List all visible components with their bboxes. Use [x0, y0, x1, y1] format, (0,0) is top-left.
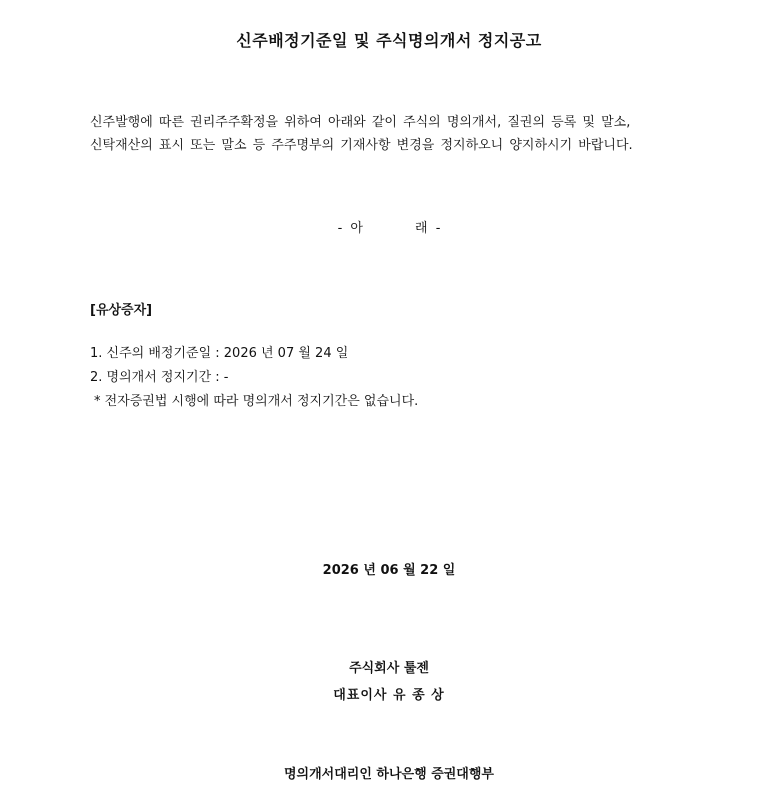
intro-line-1: 신주발행에 따른 권리주주확정을 위하여 아래와 같이 주식의 명의개서, 질권의 등록 및 말소,: [90, 115, 631, 130]
below-heading: [0, 217, 778, 236]
announcement-date: 2026 년 06 월 22 일: [322, 563, 456, 578]
below-heading-left: - 아: [337, 221, 363, 236]
section-heading: [유상증자]: [90, 303, 153, 318]
company-name: 주식회사 툴젠: [349, 661, 429, 676]
notice-title: 신주배정기준일 및 주식명의개서 정지공고: [236, 31, 542, 50]
below-heading-right: 래 -: [415, 221, 441, 236]
transfer-agent: 명의개서대리인 하나은행 증권대행부: [284, 767, 494, 782]
ceo-name: 대표이사 유 종 상: [333, 688, 445, 703]
item-record-date: 1. 신주의 배정기준일 : 2026 년 07 월 24 일: [90, 346, 349, 361]
notice-intro: [90, 111, 693, 157]
footnote: * 전자증권법 시행에 따라 명의개서 정지기간은 없습니다.: [94, 394, 419, 409]
intro-line-2: 신탁재산의 표시 또는 말소 등 주주명부의 기재사항 변경을 정지하오니 양지하시기 바랍니다.: [90, 138, 633, 153]
item-suspension-period: 2. 명의개서 정지기간 : -: [90, 370, 229, 385]
